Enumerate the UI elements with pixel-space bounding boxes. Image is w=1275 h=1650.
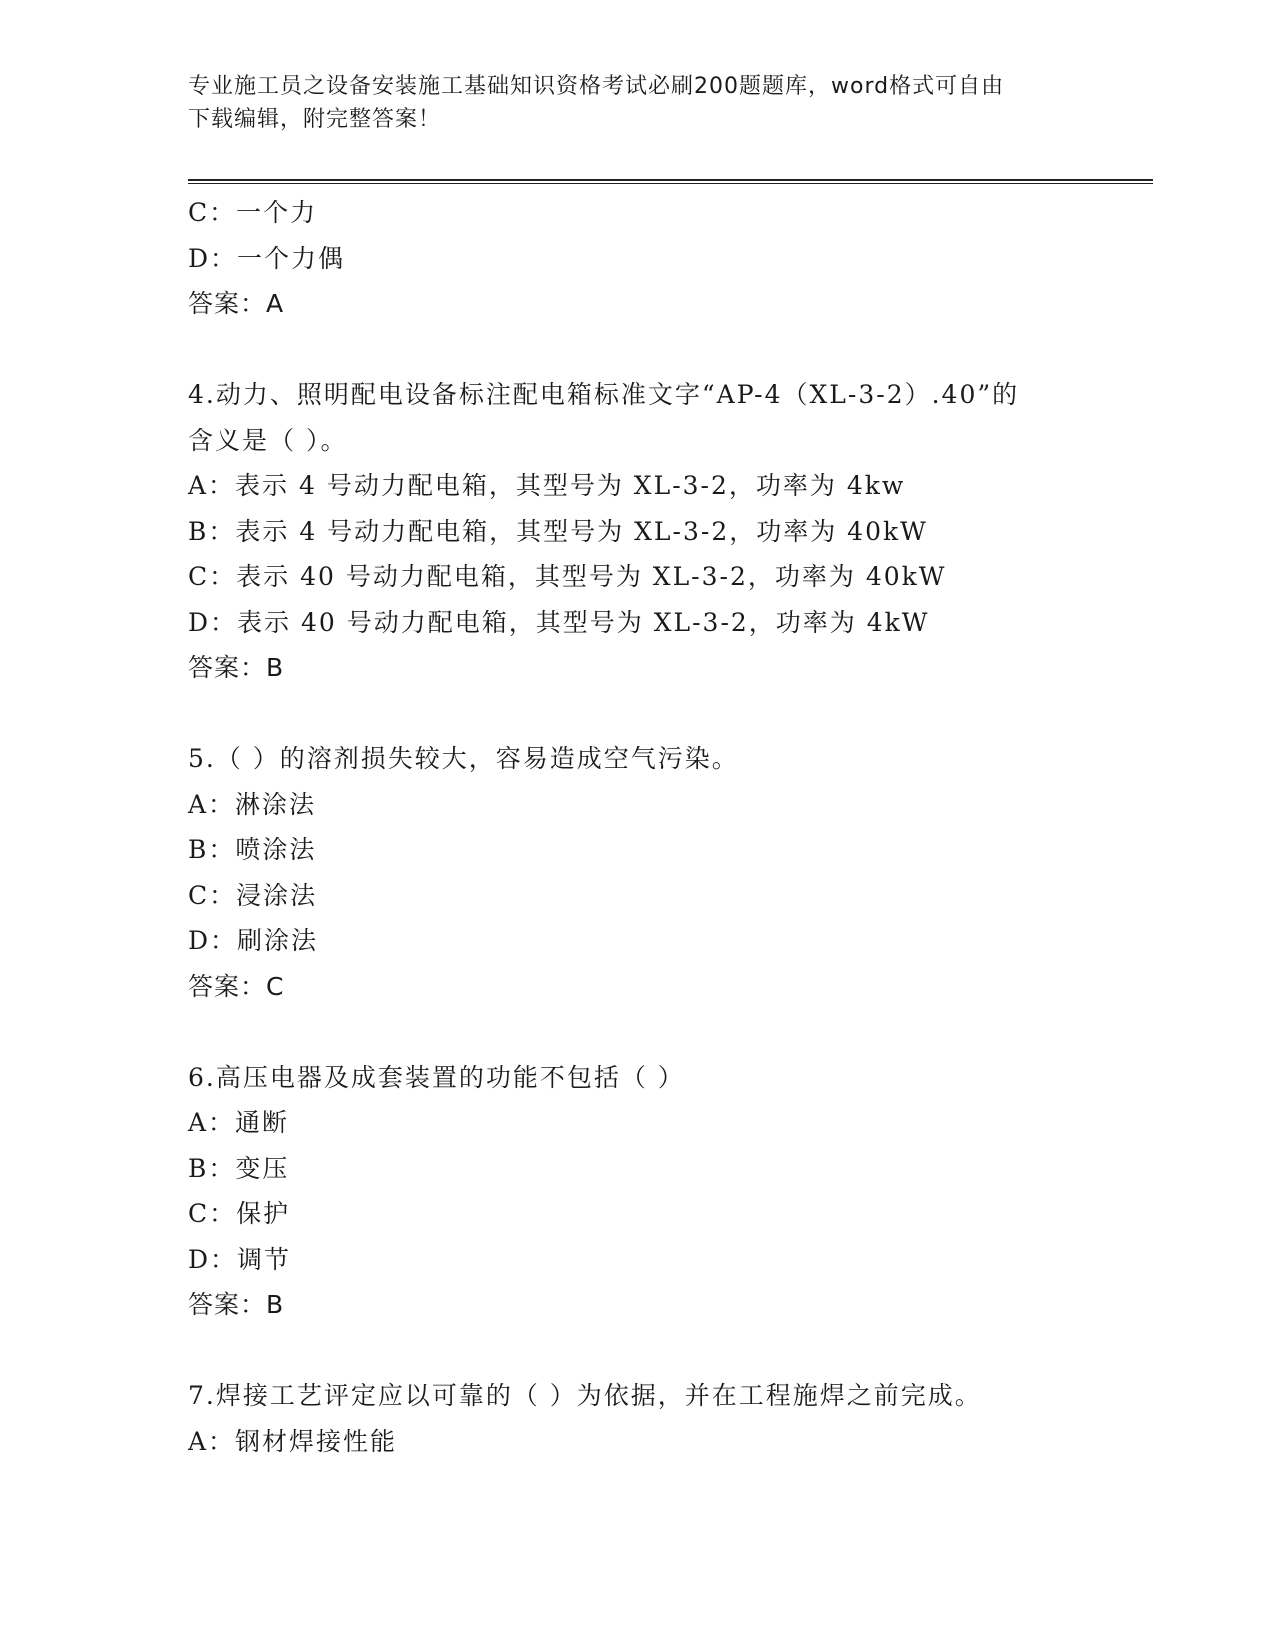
option-b: B：表示 4 号动力配电箱，其型号为 XL-3-2，功率为 40kW	[188, 516, 928, 546]
question-stem: 6.高压电器及成套装置的功能不包括（ ）	[188, 1062, 685, 1092]
option-b: B：喷涂法	[188, 835, 317, 864]
page-header	[188, 70, 1088, 136]
option-c: C：浸涂法	[188, 880, 318, 910]
question-list	[188, 190, 1153, 1464]
question-3-tail	[188, 190, 1153, 327]
option-c: C：保护	[188, 1199, 291, 1228]
answer-line: 答案：C	[188, 971, 285, 1001]
spacer	[188, 691, 1153, 737]
option-d: D：刷涂法	[188, 926, 319, 955]
option-d: D：表示 40 号动力配电箱，其型号为 XL-3-2，功率为 4kW	[188, 607, 930, 637]
question-stem: 4.动力、照明配电设备标注配电箱标准文字“AP-4（XL-3-2）.40”的	[188, 380, 1020, 409]
spacer	[188, 327, 1153, 373]
answer-line: 答案：B	[188, 1290, 285, 1319]
header-title-line-2: 下载编辑，附完整答案！	[188, 107, 442, 132]
option-d: D：一个力偶	[188, 243, 346, 273]
question-stem: 5.（ ）的溶剂损失较大，容易造成空气污染。	[188, 744, 739, 773]
option-d: D：调节	[188, 1244, 292, 1274]
option-a: A：钢材焊接性能	[188, 1426, 398, 1456]
option-a: A：淋涂法	[188, 789, 317, 819]
question-stem-continued: 含义是（ ）。	[188, 425, 348, 455]
header-title-line-1: 专业施工员之设备安装施工基础知识资格考试必刷200题题库，word格式可自由	[188, 74, 1005, 99]
spacer	[188, 1009, 1153, 1055]
question-6	[188, 1055, 1153, 1328]
question-4	[188, 372, 1153, 691]
question-5	[188, 736, 1153, 1009]
answer-line: 答案：A	[188, 289, 285, 318]
header-divider	[188, 179, 1153, 184]
question-stem: 7.焊接工艺评定应以可靠的（ ）为依据，并在工程施焊之前完成。	[188, 1381, 982, 1410]
spacer	[188, 1328, 1153, 1374]
option-c: C：一个力	[188, 198, 318, 227]
answer-line: 答案：B	[188, 653, 285, 682]
option-a: A：通断	[188, 1108, 290, 1137]
question-7	[188, 1373, 1153, 1464]
option-a: A：表示 4 号动力配电箱，其型号为 XL-3-2，功率为 4kw	[188, 471, 906, 500]
option-c: C：表示 40 号动力配电箱，其型号为 XL-3-2，功率为 40kW	[188, 562, 947, 591]
option-b: B：变压	[188, 1153, 290, 1183]
